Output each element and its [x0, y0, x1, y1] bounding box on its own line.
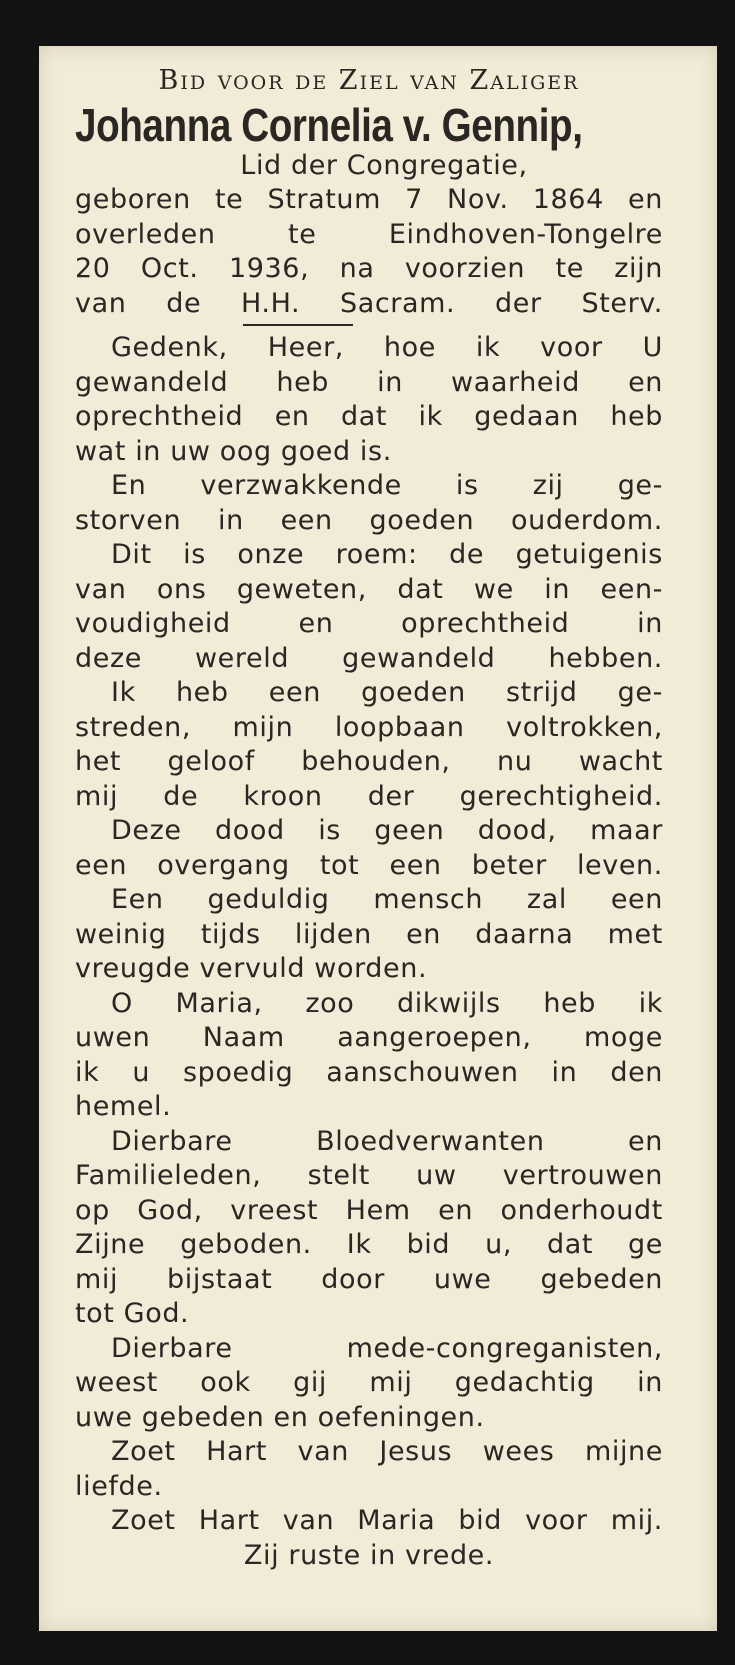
congregation-subtitle: Lid der Congregatie,	[240, 149, 528, 181]
text-line: Ik heb een goeden strijd ge-	[111, 677, 663, 708]
text-line: een overgang tot een beter leven.	[75, 849, 663, 881]
text-line: storven in een goeden ouderdom.	[75, 504, 663, 536]
text-line: tot God.	[75, 1298, 190, 1329]
text-line: wat in uw oog goed is.	[75, 435, 392, 467]
text-line: weest ook gij mij gedachtig in	[75, 1367, 663, 1398]
text-line: ik u spoedig aanschouwen in den	[75, 1056, 663, 1088]
text-line: Dierbare mede-congreganisten,	[111, 1332, 663, 1364]
text-line: weinig tijds lijden en daarna met	[75, 918, 663, 950]
text-line: streden, mijn loopbaan voltrokken,	[75, 711, 663, 743]
text-line: op God, vreest Hem en onderhoudt	[75, 1194, 663, 1226]
scripture-body	[75, 331, 663, 1539]
intro-line: overleden te Eindhoven-Tongelre	[75, 218, 663, 250]
text-line: uwe gebeden en oefeningen.	[75, 1401, 485, 1433]
intro-line: 20 Oct. 1936, na voorzien te zijn	[75, 253, 663, 284]
text-line: voudigheid en oprechtheid in	[75, 608, 663, 639]
text-line: Zoet Hart van Maria bid voor mij.	[111, 1505, 663, 1536]
text-line: gewandeld heb in waarheid en	[75, 366, 663, 398]
intro-line: geboren te Stratum 7 Nov. 1864 en	[75, 184, 663, 215]
intro-line: van de H.H. Sacram. der Sterv.	[75, 287, 663, 319]
text-line: Zoet Hart van Jesus wees mijne	[111, 1436, 663, 1467]
text-line: uwen Naam aangeroepen, moge	[75, 1022, 663, 1053]
text-line: Dierbare Bloedverwanten en	[111, 1125, 663, 1157]
deceased-name: Johanna Cornelia v. Gennip,	[75, 98, 583, 151]
text-line: vreugde vervuld worden.	[75, 953, 428, 984]
prayer-heading: Bid voor de Ziel van Zaliger	[158, 65, 580, 96]
text-line: Een geduldig mensch zal een	[111, 884, 663, 915]
text-line: mij bijstaat door uwe gebeden	[75, 1263, 663, 1295]
memorial-card	[39, 46, 717, 1631]
divider-rule	[243, 324, 353, 326]
text-line: mij de kroon der gerechtigheid.	[75, 780, 663, 812]
text-line: deze wereld gewandeld hebben.	[75, 642, 663, 674]
text-line: En verzwakkende is zij ge-	[111, 470, 663, 501]
text-line: Deze dood is geen dood, maar	[111, 815, 663, 846]
text-line: het geloof behouden, nu wacht	[75, 746, 663, 777]
text-line: liefde.	[75, 1470, 163, 1502]
text-line: hemel.	[75, 1091, 172, 1122]
text-line: O Maria, zoo dikwijls heb ik	[111, 987, 663, 1019]
text-line: Familieleden, stelt uw vertrouwen	[75, 1160, 663, 1191]
text-line: Dit is onze roem: de getuigenis	[111, 539, 663, 570]
closing-line: Zij ruste in vrede.	[243, 1539, 495, 1571]
text-line: van ons geweten, dat we in een-	[75, 573, 663, 605]
text-line: Zijne geboden. Ik bid u, dat ge	[75, 1229, 663, 1260]
card-text	[75, 64, 663, 1573]
text-line: oprechtheid en dat ik gedaan heb	[75, 401, 663, 432]
text-line: Gedenk, Heer, hoe ik voor U	[111, 332, 663, 363]
